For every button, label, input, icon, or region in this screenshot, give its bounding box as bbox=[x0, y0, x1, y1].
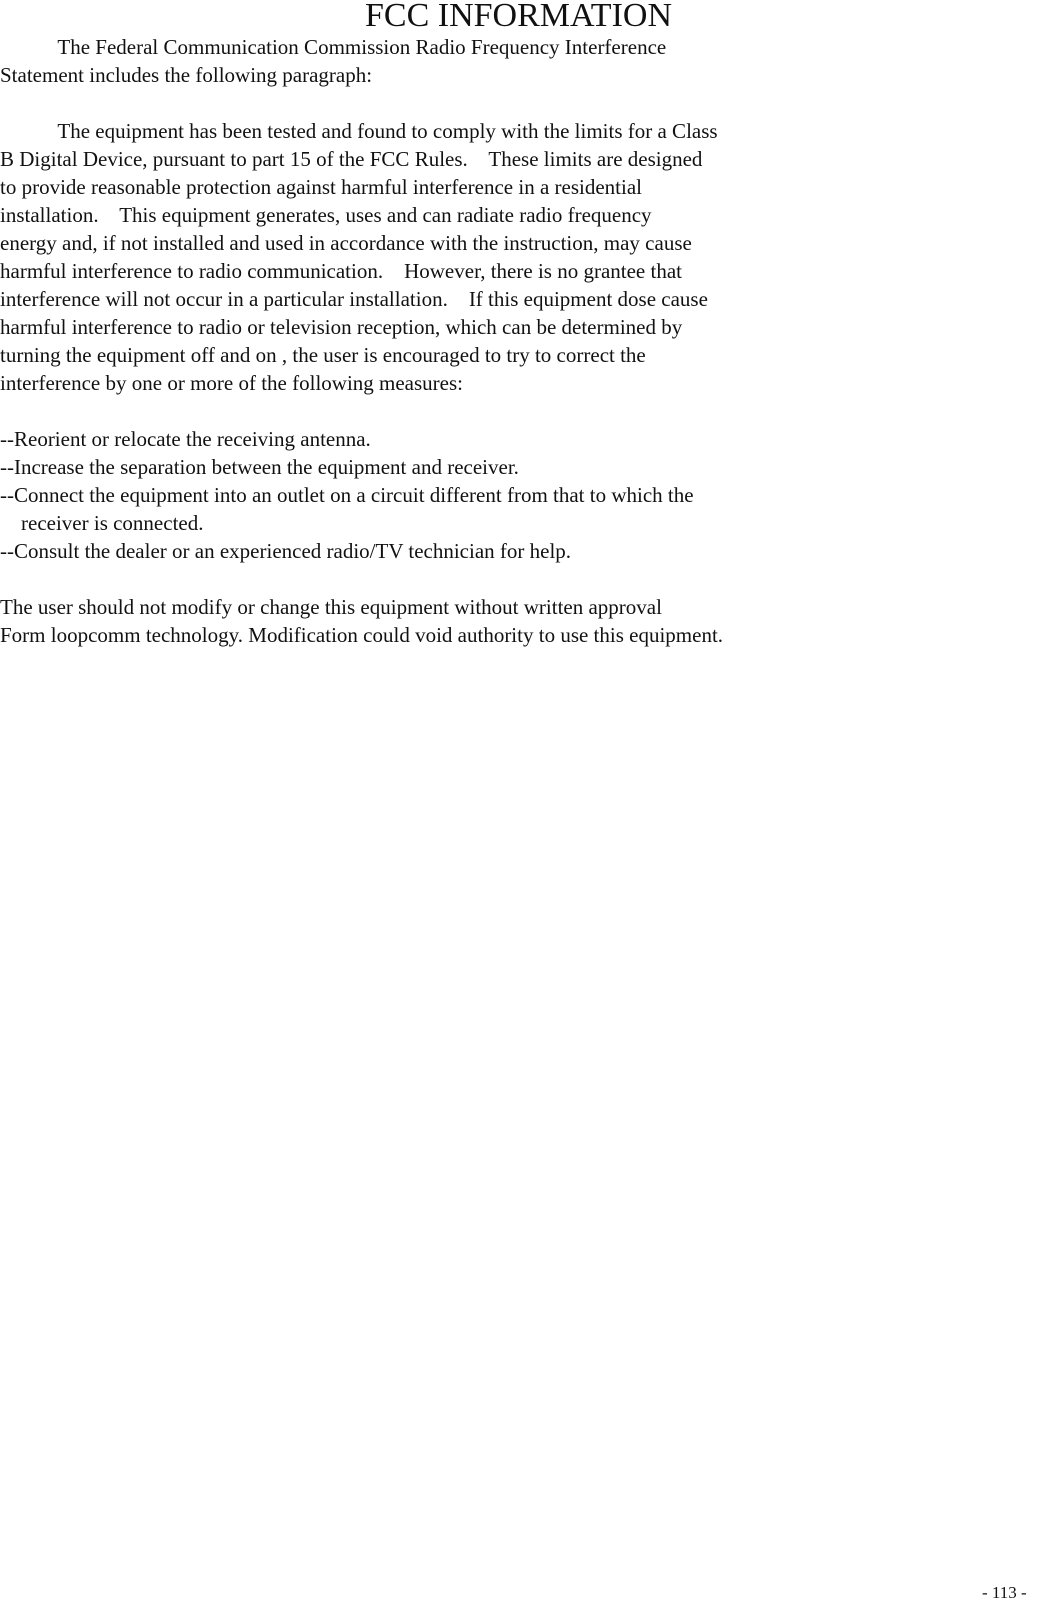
statement-line-9: turning the equipment off and on , the user is encouraged to try to correct the bbox=[0, 343, 646, 367]
measure-item-2: --Increase the separation between the equipment and receiver. bbox=[0, 455, 519, 479]
statement-line-10: interference by one or more of the following measures: bbox=[0, 371, 463, 395]
measure-item-3-line-1: --Connect the equipment into an outlet on a circuit different from that to which the bbox=[0, 483, 694, 507]
intro-line-1: The Federal Communication Commission Radio Frequency Interference bbox=[0, 35, 667, 59]
statement-line-7: interference will not occur in a particular installation. If this equipment dose cause bbox=[0, 287, 708, 311]
page-title: FCC INFORMATION bbox=[365, 0, 672, 34]
statement-line-4: installation. This equipment generates, uses and can radiate radio frequency bbox=[0, 203, 652, 227]
statement-line-3: to provide reasonable protection against harmful interference in a residential bbox=[0, 175, 642, 199]
measure-item-3-line-2: receiver is connected. bbox=[0, 511, 204, 535]
closing-line-2: Form loopcomm technology. Modification could void authority to use this equipment. bbox=[0, 623, 724, 647]
statement-line-1: The equipment has been tested and found to comply with the limits for a Class bbox=[0, 119, 718, 143]
measure-item-4: --Consult the dealer or an experienced radio/TV technician for help. bbox=[0, 539, 572, 563]
closing-line-1: The user should not modify or change this equipment without written approval bbox=[0, 595, 662, 619]
statement-line-5: energy and, if not installed and used in accordance with the instruction, may cause bbox=[0, 231, 692, 255]
measure-item-1: --Reorient or relocate the receiving antenna. bbox=[0, 427, 371, 451]
statement-line-2: B Digital Device, pursuant to part 15 of the FCC Rules. These limits are designed bbox=[0, 147, 703, 171]
page-number: - 113 - bbox=[982, 1583, 1027, 1602]
intro-line-2: Statement includes the following paragraph: bbox=[0, 63, 373, 87]
statement-line-8: harmful interference to radio or television reception, which can be determined by bbox=[0, 315, 683, 339]
statement-line-6: harmful interference to radio communication. However, there is no grantee that bbox=[0, 259, 682, 283]
